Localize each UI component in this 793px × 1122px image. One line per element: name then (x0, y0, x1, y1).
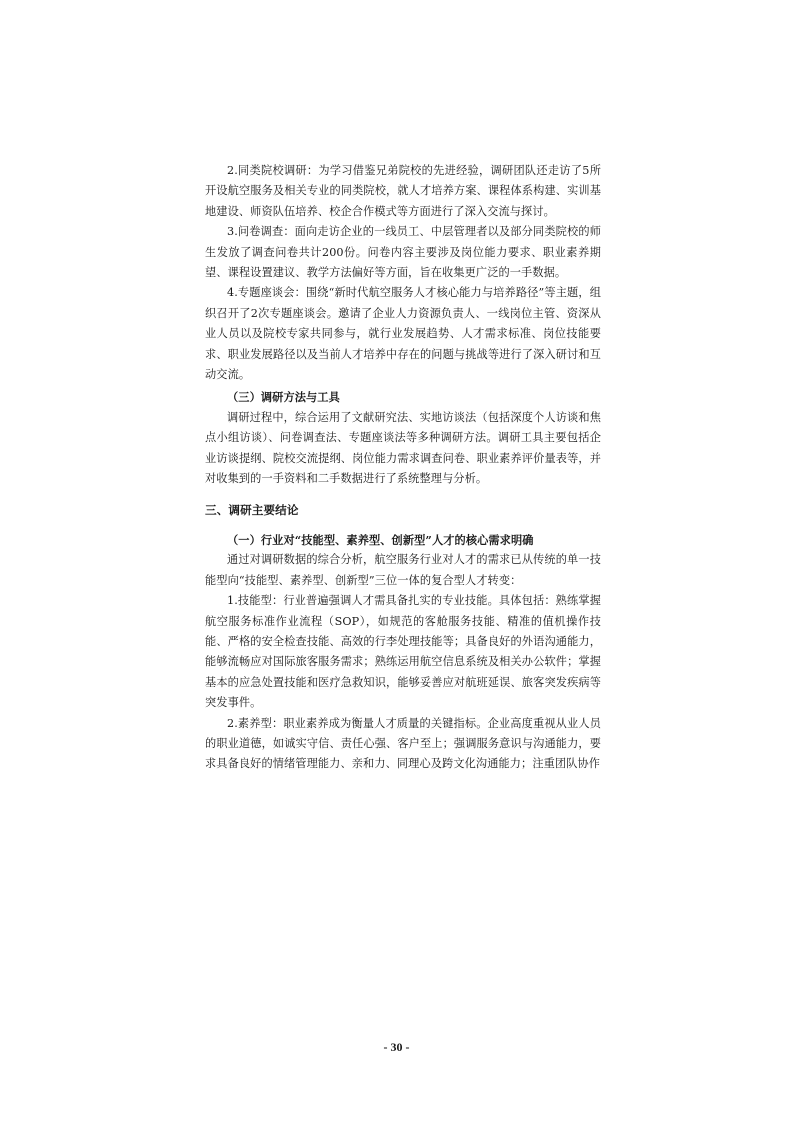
document-body (205, 161, 601, 775)
paragraph-literacy-type: 2.素养型：职业素养成为衡量人才质量的关键指标。企业高度重视从业人员的职业道德，如诚实守信、责任心强、客户至上；强调服务意识与沟通能力，要求具备良好的情绪管理能力、亲和力、同理心及跨文化沟通能力；注重团队协作 (205, 716, 601, 771)
paragraph-skill-type: 1.技能型：行业普遍强调人才需具备扎实的专业技能。具体包括：熟练掌握航空服务标准作业流程（SOP），如规范的客舱服务技能、精准的值机操作技能、严格的安全检查技能、高效的行李处理技能等；具备良好的外语沟通能力，能够流畅应对国际旅客服务需求；熟练运用航空信息系统及相关办公软件；掌握基本的应急处置技能和医疗急救知识，能够妥善应对航班延误、旅客突发疾病等突发事件。 (205, 594, 601, 710)
paragraph-needs-summary: 通过对调研数据的综合分析，航空服务行业对人才的需求已从传统的单一技能型向“技能型、素养型、创新型”三位一体的复合型人才转变： (205, 553, 601, 587)
paragraph-questionnaire-survey: 3.问卷调查：面向走访企业的一线员工、中层管理者以及部分同类院校的师生发放了调查问卷共计200份。问卷内容主要涉及岗位能力要求、职业素养期望、课程设置建议、教学方法偏好等方面，旨在收集更广泛的一手数据。 (205, 225, 601, 280)
paragraph-peer-institution-survey: 2.同类院校调研：为学习借鉴兄弟院校的先进经验，调研团队还走访了5所开设航空服务及相关专业的同类院校，就人才培养方案、课程体系构建、实训基地建设、师资队伍培养、校企合作模式等方面进行了深入交流与探讨。 (205, 164, 601, 218)
paragraph-methods: 调研过程中，综合运用了文献研究法、实地访谈法（包括深度个人访谈和焦点小组访谈）、问卷调查法、专题座谈法等多种调研方法。调研工具主要包括企业访谈提纲、院校交流提纲、岗位能力需求调查问卷、职业素养评价量表等，并对收集到的一手资料和二手数据进行了系统整理与分析。 (205, 410, 601, 486)
paragraph-symposium: 4.专题座谈会：围绕“新时代航空服务人才核心能力与培养路径”等主题，组织召开了2次专题座谈会。邀请了企业人力资源负责人、一线岗位主管、资深从业人员以及院校专家共同参与，就行业发展趋势、人才需求标准、岗位技能要求、职业发展路径以及当前人才培养中存在的问题与挑战等进行了深入研讨和互动交流。 (205, 286, 601, 382)
heading-methods-and-tools: （三）调研方法与工具 (227, 390, 340, 405)
heading-core-needs: （一）行业对“技能型、素养型、创新型”人才的核心需求明确 (227, 532, 534, 547)
heading-main-conclusions: 三、调研主要结论 (205, 502, 299, 517)
page-number: - 30 - (383, 1040, 410, 1054)
